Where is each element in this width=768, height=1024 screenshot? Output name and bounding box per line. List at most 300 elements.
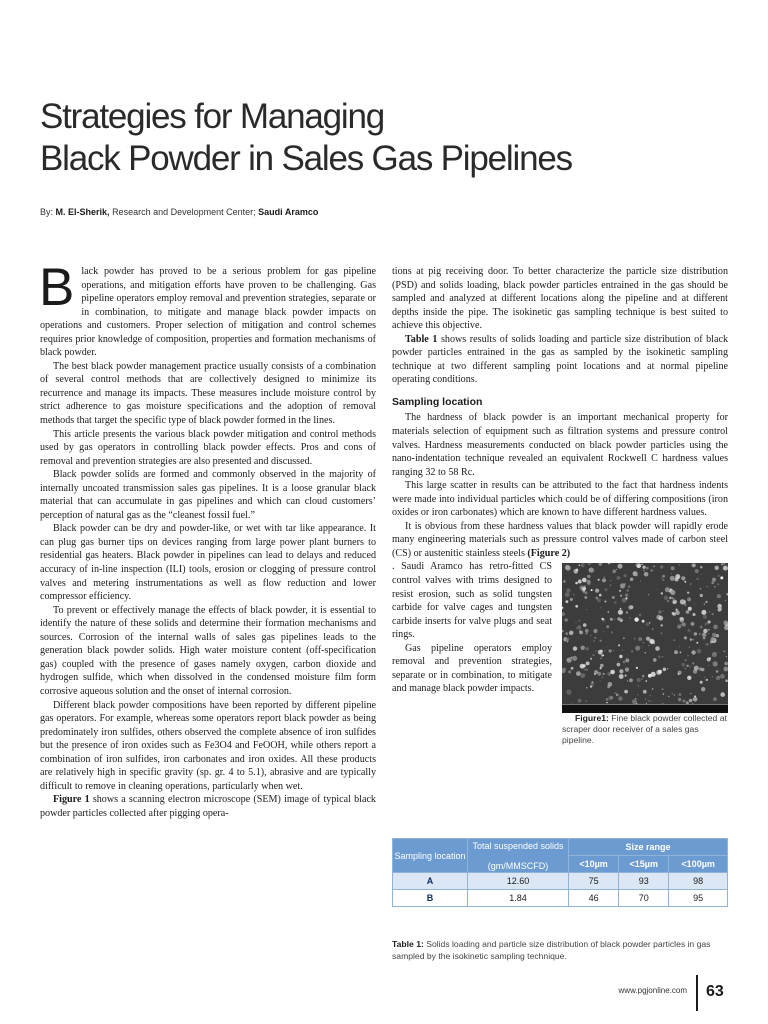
sem-particle bbox=[619, 670, 623, 674]
sem-particle bbox=[638, 686, 639, 687]
sem-particle bbox=[691, 651, 695, 655]
sem-particle bbox=[717, 584, 719, 586]
sem-particle bbox=[600, 664, 604, 668]
table-row bbox=[393, 873, 728, 890]
sem-particle bbox=[603, 673, 605, 675]
sem-particle bbox=[650, 696, 651, 697]
sem-particle bbox=[587, 575, 590, 578]
sem-particle bbox=[581, 646, 585, 650]
sem-particle bbox=[684, 637, 687, 640]
sem-particle bbox=[712, 613, 714, 615]
sem-particle bbox=[701, 687, 705, 691]
sem-particle bbox=[673, 613, 676, 616]
sem-particle bbox=[724, 626, 728, 631]
figure-1 bbox=[562, 563, 728, 746]
sem-particle bbox=[604, 577, 605, 578]
sem-particle bbox=[565, 633, 568, 636]
sem-particle bbox=[687, 592, 689, 594]
sem-particle bbox=[674, 695, 676, 697]
sem-particle bbox=[679, 564, 681, 566]
sem-particle bbox=[715, 637, 716, 638]
sem-particle bbox=[652, 629, 654, 631]
sem-particle bbox=[695, 570, 699, 574]
sem-particle bbox=[726, 656, 727, 657]
row-location: A bbox=[393, 873, 468, 890]
sem-particle bbox=[623, 638, 625, 640]
sem-particle bbox=[687, 655, 688, 656]
sem-particle bbox=[600, 608, 601, 609]
byline-prefix: By: bbox=[40, 207, 54, 217]
sem-particle bbox=[708, 629, 710, 631]
sem-particle bbox=[604, 601, 606, 603]
sem-particle bbox=[562, 630, 564, 632]
sem-particle bbox=[716, 671, 719, 674]
sem-particle bbox=[661, 593, 663, 595]
sem-particle bbox=[580, 674, 585, 679]
sem-particle bbox=[577, 626, 581, 630]
sem-particle bbox=[700, 681, 703, 684]
sem-particle bbox=[678, 698, 681, 701]
sem-particle bbox=[688, 607, 692, 611]
sem-particle bbox=[662, 657, 663, 658]
sem-particle bbox=[630, 578, 633, 581]
sem-particle bbox=[701, 575, 702, 576]
sem-particle bbox=[724, 667, 729, 672]
row-size-15: 70 bbox=[619, 890, 669, 907]
sem-particle bbox=[689, 647, 690, 648]
sem-particle bbox=[658, 616, 663, 621]
paragraph-1-text: lack powder has proved to be a serious problem for gas pipeline operations, and mitigation efforts have proven to be challenging. Gas pipeline operators employ removal and prevention strategies, separate or in combination, to mitigate and manage black powder impacts on operations and customers. Proper selection of mitigation and control schemes requires prior knowledge of composition, properties and formation mechanisms of black powder. bbox=[40, 266, 376, 359]
sem-particle bbox=[645, 699, 646, 700]
sem-particle bbox=[606, 698, 609, 701]
sem-particle bbox=[671, 574, 672, 575]
sem-particle bbox=[683, 700, 686, 703]
right-column bbox=[392, 265, 728, 748]
sem-particle bbox=[571, 667, 574, 670]
sem-particle bbox=[609, 650, 612, 653]
sem-particle bbox=[678, 693, 681, 696]
sem-particle bbox=[593, 641, 594, 642]
paragraph-8-text: shows a scanning electron microscope (SEM) image of typical black powder particles collected after pigging opera- bbox=[40, 794, 376, 819]
sem-particle bbox=[627, 681, 629, 683]
paragraph-4: Black powder solids are formed and commonly observed in the majority of internally uncoated transmission sales gas pipelines. It is a loose granular black material that can accumulate in gas pipelines and which can cloud customers’ perception of natural gas as the “cleanest fossil fuel.” bbox=[40, 469, 376, 521]
sem-particle bbox=[566, 589, 570, 593]
paragraph-12: This large scatter in results can be attributed to the fact that hardness indents were made into individual particles which could be of differing compositions (iron oxides or iron carbonates) which are known to have different hardness values. bbox=[392, 480, 728, 519]
sem-particle bbox=[566, 566, 571, 571]
sem-particle bbox=[710, 644, 711, 645]
sem-particle bbox=[699, 668, 703, 672]
sem-particle bbox=[646, 623, 650, 627]
sem-particle bbox=[690, 584, 692, 586]
sem-particle bbox=[662, 689, 664, 691]
sem-particle bbox=[664, 596, 669, 601]
sem-particle bbox=[689, 666, 691, 668]
sem-particle bbox=[690, 693, 691, 694]
sem-particle bbox=[586, 688, 587, 689]
sem-particle bbox=[598, 579, 600, 581]
header-size-15: <15µm bbox=[619, 856, 669, 873]
byline bbox=[40, 207, 318, 217]
sem-particle bbox=[639, 614, 642, 617]
sem-particle bbox=[720, 693, 725, 698]
sem-particle bbox=[716, 676, 720, 680]
sem-particle bbox=[619, 590, 621, 592]
sem-particle bbox=[608, 696, 612, 700]
sem-particle bbox=[717, 575, 719, 577]
sem-particle bbox=[600, 640, 602, 642]
sem-particle bbox=[618, 610, 623, 615]
sem-particle bbox=[668, 696, 669, 697]
sem-particle bbox=[640, 627, 641, 628]
sem-particle bbox=[600, 650, 603, 653]
sem-particle bbox=[584, 596, 587, 599]
row-size-10: 46 bbox=[569, 890, 619, 907]
header-total-solids-label: Total suspended solids bbox=[472, 840, 564, 851]
sem-particle bbox=[727, 565, 728, 566]
sem-particle bbox=[684, 659, 686, 661]
sem-particle bbox=[566, 601, 569, 604]
sem-particle bbox=[607, 612, 609, 614]
sem-particle bbox=[607, 647, 608, 648]
sem-particle bbox=[597, 599, 601, 603]
section-heading: Sampling location bbox=[392, 395, 483, 408]
sem-particle bbox=[610, 618, 613, 621]
sem-particle bbox=[721, 563, 724, 565]
sem-particle bbox=[712, 677, 713, 678]
sem-particle bbox=[711, 582, 714, 585]
sem-particle bbox=[712, 578, 716, 582]
paragraph-13-text-a: It is obvious from these hardness values that black powder will rapidly erode many engineering materials such as pressure control valves made of carbon steel (CS) or austenitic stainless steels bbox=[392, 520, 728, 559]
sem-particle bbox=[629, 618, 631, 620]
sem-particle bbox=[662, 575, 665, 578]
sem-particle bbox=[693, 697, 698, 702]
sem-particle bbox=[724, 564, 725, 565]
sem-particle bbox=[703, 637, 706, 640]
sem-particle bbox=[674, 651, 678, 655]
sem-particle bbox=[582, 578, 587, 583]
sem-particle bbox=[614, 602, 617, 605]
table-1-caption-label: Table 1: bbox=[392, 939, 424, 949]
paragraph-11: The hardness of black powder is an important mechanical property for materials selection of equipment such as filtration systems and pressure control valves. Hardness measurements conducted on black powder particles using the nano-indentation technique revealed an equivalent Rockwell C hardness values ranging 32 to 58 Rc. bbox=[392, 412, 728, 478]
row-size-15: 93 bbox=[619, 873, 669, 890]
sem-particle bbox=[648, 645, 649, 646]
sem-particle bbox=[636, 575, 638, 577]
sem-particle bbox=[702, 603, 703, 604]
sem-particle bbox=[595, 651, 596, 652]
sem-particle bbox=[628, 586, 631, 589]
sem-particle bbox=[586, 633, 588, 635]
sem-particle bbox=[563, 581, 565, 583]
sem-particle bbox=[708, 633, 709, 634]
sem-particle bbox=[649, 623, 650, 624]
sem-particle bbox=[713, 625, 718, 630]
sem-particle bbox=[707, 587, 708, 588]
sem-particle bbox=[661, 578, 662, 579]
sem-particle bbox=[602, 677, 603, 678]
sem-particle bbox=[643, 690, 647, 694]
sem-particle bbox=[723, 621, 727, 625]
sem-particle bbox=[623, 661, 626, 664]
sem-particle bbox=[610, 580, 611, 581]
sem-particle bbox=[726, 593, 728, 596]
sem-particle bbox=[635, 698, 637, 700]
sem-particle bbox=[679, 647, 680, 648]
sem-particle bbox=[618, 564, 623, 569]
sem-particle bbox=[625, 594, 628, 597]
sem-particle bbox=[601, 618, 603, 620]
sem-particle bbox=[669, 597, 672, 600]
paragraph-13 bbox=[392, 520, 728, 561]
sem-particle bbox=[661, 633, 662, 634]
sem-particle bbox=[590, 569, 595, 574]
sem-particle bbox=[576, 628, 578, 630]
sem-particle bbox=[578, 699, 582, 703]
sem-particle bbox=[624, 690, 628, 694]
sem-particle bbox=[651, 701, 652, 702]
sem-particle bbox=[703, 615, 707, 619]
sem-particle bbox=[697, 578, 699, 580]
table-1 bbox=[392, 838, 728, 907]
sem-particle bbox=[723, 566, 728, 571]
sem-particle bbox=[699, 634, 700, 635]
sem-particle bbox=[655, 647, 660, 652]
sem-particle bbox=[569, 631, 573, 635]
paragraph-5: Black powder can be dry and powder-like, or wet with tar like appearance. It can plug gas burner tips on devices ranging from large power plant burners to residential gas heaters. Black powder in pipelines can lead to delays and reduced accuracy of in-line inspection (ILI) tools, erosion or clogging of pressure control valves and metering instrumentations as well as flow reduction and lower compressor efficiency. bbox=[40, 523, 376, 603]
paragraph-9: tions at pig receiving door. To better characterize the particle size distribution (PSD) and solids loading, black powder particles entrained in the gas should be sampled and analyzed at different locations along the pipeline and at different depths inside the pipe. The isokinetic gas sampling technique is best suited to achieve this objective. bbox=[392, 266, 728, 332]
sem-particle bbox=[706, 643, 709, 646]
sem-particle bbox=[635, 646, 640, 651]
sem-particle bbox=[565, 593, 570, 598]
sem-particle bbox=[610, 670, 615, 675]
sem-particle bbox=[620, 608, 622, 610]
header-size-100: <100µm bbox=[669, 856, 728, 873]
sem-particle bbox=[700, 594, 703, 597]
sem-particle bbox=[604, 651, 605, 652]
sem-particle bbox=[620, 584, 625, 589]
header-sampling-location: Sampling location bbox=[393, 839, 468, 873]
sem-particle bbox=[658, 670, 662, 674]
sem-particle bbox=[567, 641, 568, 642]
sem-particle bbox=[616, 693, 617, 694]
sem-particle bbox=[670, 564, 671, 565]
sem-particle bbox=[725, 601, 726, 602]
sem-particle bbox=[667, 668, 669, 670]
sem-particle bbox=[688, 629, 691, 632]
sem-particle bbox=[678, 674, 680, 676]
sem-particle bbox=[586, 610, 587, 611]
sem-particle bbox=[694, 666, 699, 671]
sem-particle bbox=[586, 662, 590, 666]
sem-particle bbox=[572, 656, 577, 661]
sem-particle bbox=[684, 604, 686, 606]
sem-particle bbox=[704, 604, 705, 605]
sem-particle bbox=[643, 642, 644, 643]
sem-particle bbox=[580, 664, 585, 669]
sem-particle bbox=[700, 588, 702, 590]
header-size-10: <10µm bbox=[569, 856, 619, 873]
sem-particle bbox=[641, 679, 643, 681]
sem-particle bbox=[652, 689, 654, 691]
paragraph-13-text-b: . Saudi Aramco has retro-fitted CS control valves with trims designed to resist erosion, such as solid tungsten carbide for valve cages and tungsten carbide inserts for valve plugs and seat rings. bbox=[392, 561, 552, 641]
sem-particle bbox=[638, 695, 639, 696]
sem-particle bbox=[724, 662, 728, 666]
sem-particle bbox=[697, 649, 702, 654]
figure-1-caption bbox=[562, 713, 728, 746]
sem-particle bbox=[720, 674, 725, 679]
sem-particle bbox=[576, 672, 581, 677]
sem-particle bbox=[643, 570, 645, 572]
sem-particle bbox=[603, 632, 604, 633]
sem-particle bbox=[636, 667, 638, 669]
sem-particle bbox=[563, 668, 566, 671]
sem-particle bbox=[606, 626, 609, 629]
sem-particle bbox=[713, 662, 718, 667]
sem-particle bbox=[672, 598, 674, 600]
sem-particle bbox=[709, 611, 711, 613]
sem-particle bbox=[720, 577, 723, 580]
sem-particle bbox=[724, 651, 726, 653]
sem-particle bbox=[594, 674, 596, 676]
paragraph-10 bbox=[392, 333, 728, 387]
sem-particle bbox=[590, 683, 594, 687]
sem-particle bbox=[663, 611, 664, 612]
figure-1-caption-label: Figure1: bbox=[575, 713, 609, 724]
title-line-1: Strategies for Managing bbox=[40, 97, 385, 136]
sem-particle bbox=[653, 659, 657, 663]
sem-particle bbox=[687, 676, 691, 680]
sem-particle bbox=[619, 675, 624, 680]
header-total-solids-unit: (gm/MMSCFD) bbox=[487, 860, 549, 871]
sem-particle bbox=[680, 621, 682, 623]
sem-particle bbox=[562, 607, 563, 609]
sem-particle bbox=[573, 594, 574, 595]
sem-particle bbox=[713, 698, 717, 702]
sem-particle bbox=[670, 590, 675, 595]
left-column bbox=[39, 258, 376, 820]
sem-particle bbox=[717, 604, 722, 609]
row-solids: 12.60 bbox=[468, 873, 569, 890]
sem-particle bbox=[593, 655, 595, 657]
sem-particle bbox=[704, 677, 705, 678]
sem-particle bbox=[617, 663, 621, 667]
byline-affiliation: Research and Development Center; bbox=[112, 207, 256, 217]
paragraph-14: Gas pipeline operators employ removal and prevention strategies, separate or in combination, to mitigate and manage black powder impacts. bbox=[392, 642, 552, 695]
sem-particle bbox=[575, 605, 578, 608]
sem-particle bbox=[714, 586, 716, 588]
header-total-solids bbox=[468, 839, 569, 873]
sem-particle bbox=[640, 581, 641, 582]
sem-particle bbox=[663, 668, 667, 672]
header-size-range: Size range bbox=[569, 839, 728, 856]
sem-particle bbox=[613, 650, 614, 651]
sem-particle bbox=[642, 620, 645, 623]
sem-particle bbox=[681, 663, 685, 667]
sem-particle bbox=[565, 619, 568, 622]
sem-particle bbox=[681, 577, 685, 581]
sem-particle bbox=[618, 645, 620, 647]
sem-particle bbox=[590, 658, 592, 660]
sem-particle bbox=[708, 621, 711, 624]
sem-particle bbox=[706, 679, 708, 681]
paragraph-3: This article presents the various black powder mitigation and control methods used by gas operators in controlling black powder effects. Pros and cons of removal and prevention strategies are also presented and discussed. bbox=[40, 428, 376, 467]
paragraph-7: Different black powder compositions have been reported by different pipeline gas operators. For example, whereas some operators report black powder as being predominately iron sulfides, others observed the complete absence of iron sulfides but the presence of iron oxides such as Fe3O4 and FeOOH, while others report a combination of iron sulfides, iron carbonates and iron oxides. All these products are relatively high in specific gravity (sp. gr. 4 to 5.1), abrasive and are typically difficult to remove in cleaning operations, particularly when wet. bbox=[40, 699, 376, 792]
sem-particle bbox=[700, 566, 702, 568]
row-solids: 1.84 bbox=[468, 890, 569, 907]
sem-particle bbox=[634, 618, 638, 622]
sem-particle bbox=[667, 600, 669, 602]
sem-particle bbox=[650, 640, 655, 645]
sem-particle bbox=[631, 651, 633, 653]
sem-particle bbox=[579, 631, 583, 635]
figure-1-caption-text: Fine black powder collected at scraper door receiver of a sales gas pipeline. bbox=[562, 713, 727, 746]
sem-particle bbox=[588, 563, 592, 565]
sem-particle bbox=[644, 572, 649, 577]
sem-particle bbox=[594, 637, 596, 639]
paragraph-6: To prevent or effectively manage the effects of black powder, it is essential to identify the nature of these solids and determine their formation mechanisms and sources. Corrosion of the internal walls of sales gas pipelines leads to the generation black powder solids. High water moisture content (off-specification gas) coupled with the presence of gases namely oxygen, carbon dioxide and hydrogen sulfide, which when dissolved in the condensed moisture film form corrosive aqueous solution and the onset of internal corrosion. bbox=[40, 604, 376, 697]
sem-particle bbox=[586, 669, 588, 671]
sem-particle bbox=[665, 588, 670, 593]
sem-particle bbox=[601, 655, 603, 657]
sem-particle bbox=[694, 604, 695, 605]
byline-org: Saudi Aramco bbox=[258, 207, 319, 217]
sem-particle bbox=[619, 695, 620, 696]
sem-particle bbox=[627, 590, 630, 593]
figure-2-reference: (Figure 2) bbox=[527, 547, 571, 559]
sem-particle bbox=[584, 586, 585, 587]
sem-particle bbox=[626, 612, 628, 614]
sem-info-bar bbox=[562, 704, 728, 713]
sem-particle bbox=[625, 675, 627, 677]
sem-particle bbox=[579, 620, 581, 622]
page-number: 63 bbox=[706, 983, 724, 1000]
sem-particle bbox=[704, 624, 707, 627]
sem-particle bbox=[581, 564, 585, 568]
sem-particle bbox=[658, 656, 661, 659]
sem-particle bbox=[673, 640, 675, 642]
sem-particle bbox=[570, 598, 573, 601]
sem-particle bbox=[663, 694, 665, 696]
sem-particle bbox=[643, 566, 646, 569]
sem-particle bbox=[672, 693, 673, 694]
article-title bbox=[40, 96, 740, 180]
sem-particle bbox=[712, 633, 716, 637]
sem-particle bbox=[585, 629, 589, 633]
sem-particle bbox=[687, 598, 691, 602]
sem-image bbox=[562, 563, 728, 713]
sem-particle bbox=[670, 576, 675, 581]
sem-particle bbox=[703, 629, 707, 633]
sem-particle bbox=[653, 566, 655, 568]
sem-particle bbox=[625, 668, 629, 672]
sem-particle bbox=[646, 681, 648, 683]
sem-particle bbox=[646, 567, 649, 570]
sem-particle bbox=[599, 681, 601, 683]
sem-particle bbox=[718, 608, 722, 612]
table-row bbox=[393, 890, 728, 907]
sem-particle bbox=[617, 618, 620, 621]
sem-particle bbox=[642, 675, 645, 678]
sem-particle bbox=[604, 588, 607, 591]
sem-particle bbox=[642, 646, 643, 647]
sem-particle bbox=[691, 622, 695, 626]
table-1-reference: Table 1 bbox=[405, 333, 438, 345]
sem-particle bbox=[702, 633, 706, 637]
sem-particle bbox=[597, 672, 601, 676]
sem-particle bbox=[680, 600, 685, 605]
paragraph-10-text: shows results of solids loading and particle size distribution of black powder particles entrained in the gas as sampled by the isokinetic sampling technique at two different sampling point locations and at normal pipeline operating conditions. bbox=[392, 333, 728, 386]
sem-particle bbox=[586, 701, 587, 702]
sem-particle bbox=[622, 650, 623, 651]
